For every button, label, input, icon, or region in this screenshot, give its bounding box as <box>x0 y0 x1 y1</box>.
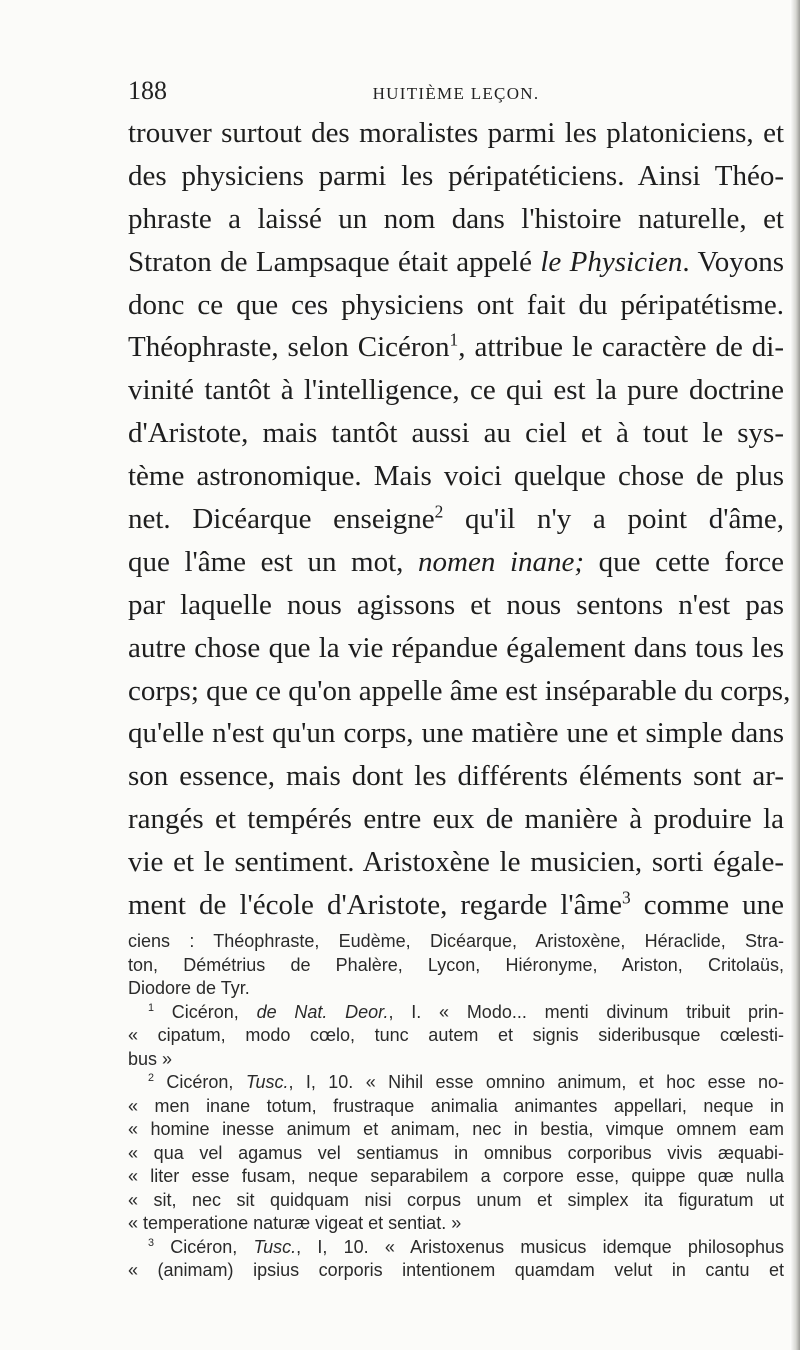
page-number: 188 <box>128 76 167 105</box>
body-line: donc ce que ces physiciens ont fait du péripatétisme. <box>128 288 784 321</box>
body-line: phraste a laissé un nom dans l'histoire naturelle, et <box>128 202 784 235</box>
footnote-line: ciens : Théophraste, Eudème, Dicéarque, Aristoxène, Héraclide, Stra- <box>128 931 784 951</box>
footnote-line: « men inane totum, frustraque animalia animantes appellari, neque in <box>128 1095 784 1116</box>
body-line: son essence, mais dont les différents éléments sont ar- <box>128 760 784 793</box>
body-line: vie et le sentiment. Aristoxène le musicien, sorti égale- <box>128 846 784 879</box>
footnote-line: « liter esse fusam, neque separabilem a corpore esse, quippe quæ nulla <box>128 1166 784 1186</box>
body-line: Théophraste, selon Cicéron$^1$, attribue le caractère de di- <box>128 329 785 364</box>
footnote-line: « sit, nec sit quidquam nisi corpus unum et simplex ita figuratum ut <box>128 1189 784 1210</box>
body-line: ment de l'école d'Aristote, regarde l'âme$^3$ comme une <box>128 887 784 922</box>
page-edge <box>790 0 800 1350</box>
body-line: vinité tantôt à l'intelligence, ce qui est la pure doctrine <box>128 374 784 407</box>
footnote-line: $^1$ Cicéron, de Nat. Deor., I. « Modo... menti divinum tribuit prin- <box>148 1001 784 1022</box>
body-line: qu'elle n'est qu'un corps, une matière une et simple dans <box>128 717 784 750</box>
footnote-line: « cipatum, modo cœlo, tunc autem et signis sideribusque cœlesti- <box>128 1025 784 1045</box>
footnote-line: « (animam) ipsius corporis intentionem quamdam velut in cantu et <box>128 1260 784 1280</box>
footnote-line: « temperatione naturæ vigeat et sentiat. » <box>128 1213 462 1233</box>
footnote-line: $^2$ Cicéron, Tusc., I, 10. « Nihil esse omnino animum, et hoc esse no- <box>148 1072 784 1092</box>
footnote-line: $^3$ Cicéron, Tusc., I, 10. « Aristoxenus musicus idemque philosophus <box>148 1236 784 1257</box>
body-line: autre chose que la vie répandue également dans tous les <box>128 631 784 664</box>
body-text <box>128 112 791 927</box>
body-line: net. Dicéarque enseigne$^2$ qu'il n'y a point d'âme, <box>128 501 785 536</box>
footnotes <box>128 930 784 1283</box>
body-line: par laquelle nous agissons et nous sentons n'est pas <box>128 588 784 621</box>
footnote-line: bus » <box>128 1048 173 1069</box>
footnote-line: ton, Démétrius de Phalère, Lycon, Hiéronyme, Ariston, Critolaüs, <box>128 954 784 975</box>
body-line: des physiciens parmi les péripatéticiens. Ainsi Théo- <box>128 159 784 192</box>
body-line: corps; que ce qu'on appelle âme est inséparable du corps, <box>128 674 791 707</box>
footnote-line: « qua vel agamus vel sentiamus in omnibus corporibus vivis æquabi- <box>128 1142 784 1163</box>
running-head: HUITIÈME LEÇON. <box>372 84 540 103</box>
body-line: Straton de Lampsaque était appelé le Physicien. Voyons <box>128 245 784 278</box>
body-line: trouver surtout des moralistes parmi les platoniciens, et <box>128 117 784 149</box>
body-line: d'Aristote, mais tantôt aussi au ciel et à tout le sys- <box>128 417 784 450</box>
footnote-line: Diodore de Tyr. <box>128 978 250 998</box>
body-line: tème astronomique. Mais voici quelque chose de plus <box>128 460 784 493</box>
body-line: rangés et tempérés entre eux de manière à produire la <box>128 803 784 836</box>
page-header <box>128 76 784 116</box>
footnote-line: « homine inesse animum et animam, nec in bestia, vimque omnem eam <box>128 1119 784 1139</box>
body-line: que l'âme est un mot, nomen inane; que cette force <box>128 545 784 578</box>
